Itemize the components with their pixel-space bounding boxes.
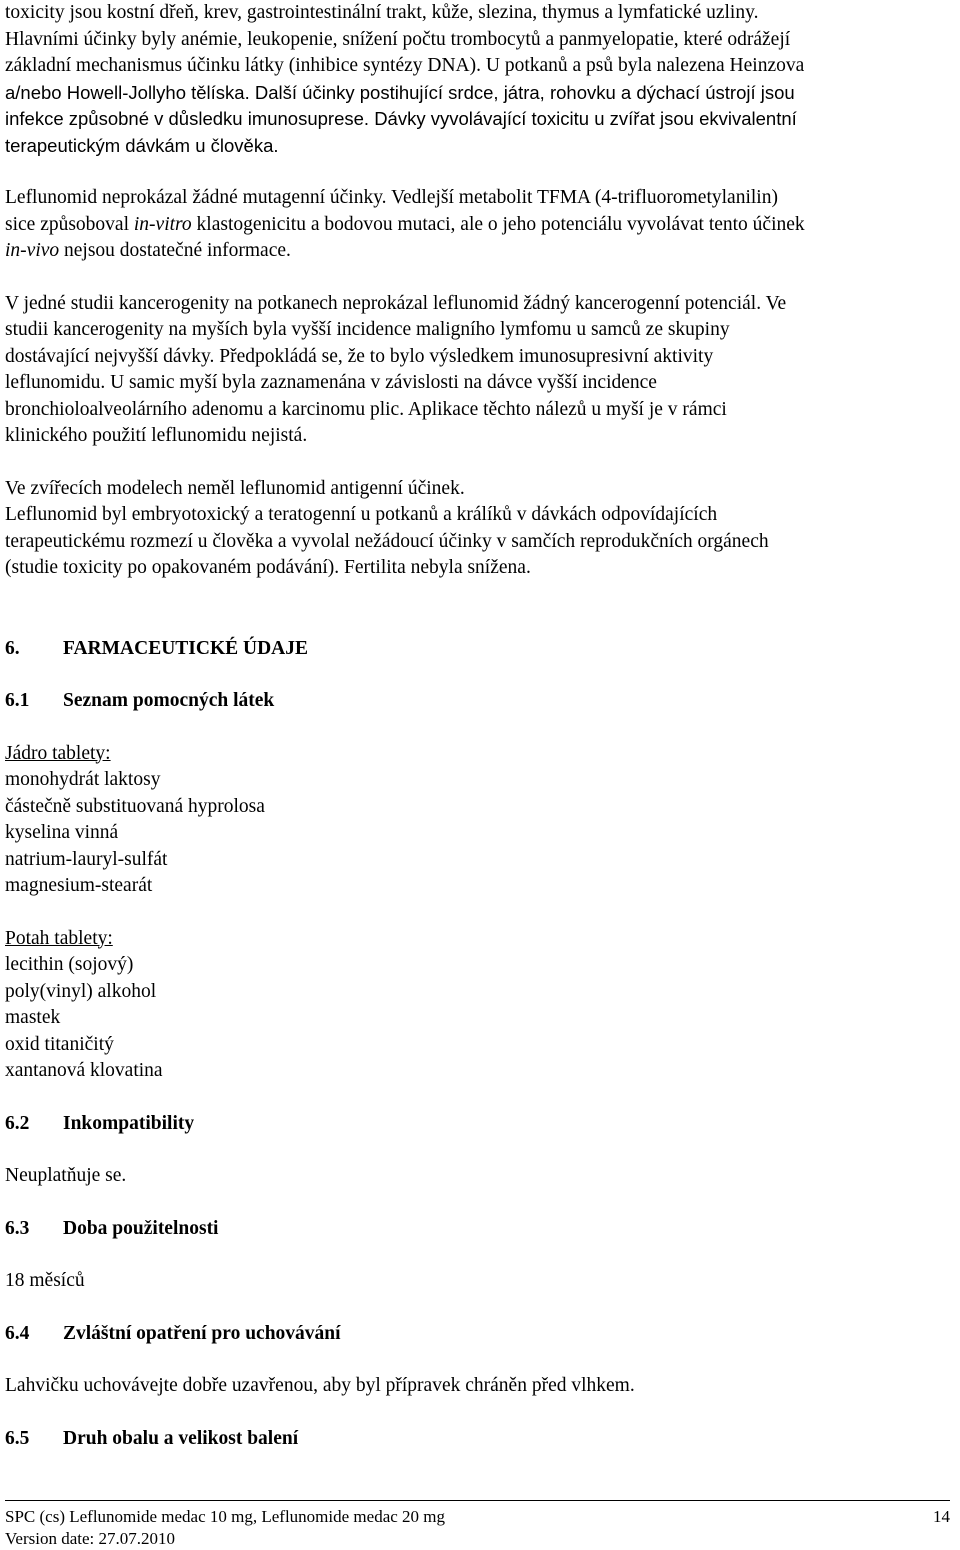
section-heading-6-4 [5, 1321, 955, 1348]
list-item: monohydrát laktosy [5, 769, 161, 790]
section-heading-6-3 [5, 1216, 955, 1243]
footer-version-date: Version date: 27.07.2010 [5, 1529, 175, 1548]
section-heading-6-1 [5, 688, 955, 715]
section-title: Zvláštní opatření pro uchovávání [63, 1322, 341, 1344]
mutagenicity-paragraph [5, 185, 955, 265]
section-text: 18 měsíců [5, 1270, 85, 1291]
text-line: in-vivo nejsou dostatečné informace. [5, 240, 291, 261]
section-title: Seznam pomocných látek [63, 690, 275, 711]
section-number: 6.1 [5, 690, 30, 711]
text-line: Leflunomid neprokázal žádné mutagenní účinky. Vedlejší metabolit TFMA (4-trifluorometylanilin) [5, 187, 778, 208]
section-text: Neuplatňuje se. [5, 1165, 127, 1186]
text-line: Hlavními účinky byly anémie, leukopenie, snížení počtu trombocytů a panmyelopatie, které odrážejí [5, 28, 791, 50]
list-item: kyselina vinná [5, 822, 119, 843]
text-line: leflunomidu. U samic myší byla zaznamenána v závislosti na dávce vyšší incidence [5, 372, 657, 393]
text-line: a/nebo Howell-Jollyho tělíska. Další účinky postihující srdce, játra, rohovku a dýchací ústrojí jsou [5, 81, 795, 103]
carcinogenicity-paragraph [5, 291, 955, 450]
section-text: Lahvičku uchovávejte dobře uzavřenou, aby byl přípravek chráněn před vlhkem. [5, 1375, 635, 1396]
list-item: oxid titaničitý [5, 1033, 114, 1055]
antigenicity-paragraph [5, 476, 955, 582]
section-number: 6.2 [5, 1112, 30, 1134]
section-number: 6. [5, 637, 20, 659]
list-item: magnesium-stearát [5, 875, 153, 896]
section-title: Doba použitelnosti [63, 1217, 219, 1239]
text-line: sice způsoboval in-vitro klastogenicitu a bodovou mutaci, ale o jeho potenciálu vyvolávat tento účinek [5, 213, 805, 235]
page-number: 14 [933, 1507, 950, 1526]
section-heading-6-2 [5, 1111, 955, 1138]
text-line: (studie toxicity po opakovaném podávání). Fertilita nebyla snížena. [5, 557, 531, 578]
footer-divider [5, 1500, 950, 1501]
text-line: terapeutickým dávkám u člověka. [5, 134, 279, 156]
section-number: 6.3 [5, 1217, 30, 1239]
section-heading-6-5 [5, 1426, 955, 1453]
tablet-core-label: Jádro tablety: [5, 742, 111, 764]
toxicity-paragraph [5, 0, 955, 159]
section-number: 6.4 [5, 1322, 30, 1344]
text-line: infekce způsobné v důsledku imunosuprese. Dávky vyvolávající toxicitu u zvířat jsou ekvivalentní [5, 108, 797, 129]
document-page [5, 0, 955, 1452]
tablet-coating-list [5, 952, 955, 1085]
section-heading-6 [5, 636, 955, 663]
section-number: 6.5 [5, 1427, 30, 1449]
tablet-core-list [5, 767, 955, 900]
section-title: Inkompatibility [63, 1112, 195, 1134]
text-line: základní mechanismus účinku látky (inhibice syntézy DNA). U potkanů a psů byla nalezena Heinzova [5, 55, 805, 76]
footer-product-name: SPC (cs) Leflunomide medac 10 mg, Leflunomide medac 20 mg [5, 1507, 446, 1526]
list-item: xantanová klovatina [5, 1060, 163, 1081]
section-title: FARMACEUTICKÉ ÚDAJE [63, 637, 309, 659]
text-line: toxicity jsou kostní dřeň, krev, gastrointestinální trakt, kůže, slezina, thymus a lymfatické uzliny. [5, 2, 759, 23]
text-line: terapeutickému rozmezí u člověka a vyvolal nežádoucí účinky v samčích reprodukčních orgánech [5, 530, 769, 552]
text-line: bronchioloalveolárního adenomu a karcinomu plic. Aplikace těchto nálezů u myší je v rámci [5, 398, 727, 420]
list-item: lecithin (sojový) [5, 954, 134, 975]
list-item: poly(vinyl) alkohol [5, 980, 157, 1002]
text-line: Leflunomid byl embryotoxický a teratogenní u potkanů a králíků v dávkách odpovídajících [5, 504, 718, 525]
list-item: částečně substituovaná hyprolosa [5, 795, 265, 817]
text-line: dostávající nejvyšší dávky. Předpokládá se, že to bylo výsledkem imunosupresivní aktivity [5, 345, 714, 367]
text-line: V jedné studii kancerogenity na potkanech neprokázal leflunomid žádný kancerogenní potenciál. Ve [5, 292, 787, 314]
list-item: natrium-lauryl-sulfát [5, 848, 168, 870]
page-footer [5, 1506, 950, 1550]
text-line: studii kancerogenity na myších byla vyšší incidence maligního lymfomu u samců ze skupiny [5, 319, 730, 340]
text-line: klinického použití leflunomidu nejistá. [5, 425, 308, 446]
tablet-coating-label: Potah tablety: [5, 927, 113, 949]
text-line: Ve zvířecích modelech neměl leflunomid antigenní účinek. [5, 477, 465, 499]
list-item: mastek [5, 1007, 61, 1028]
section-title: Druh obalu a velikost balení [63, 1427, 299, 1449]
